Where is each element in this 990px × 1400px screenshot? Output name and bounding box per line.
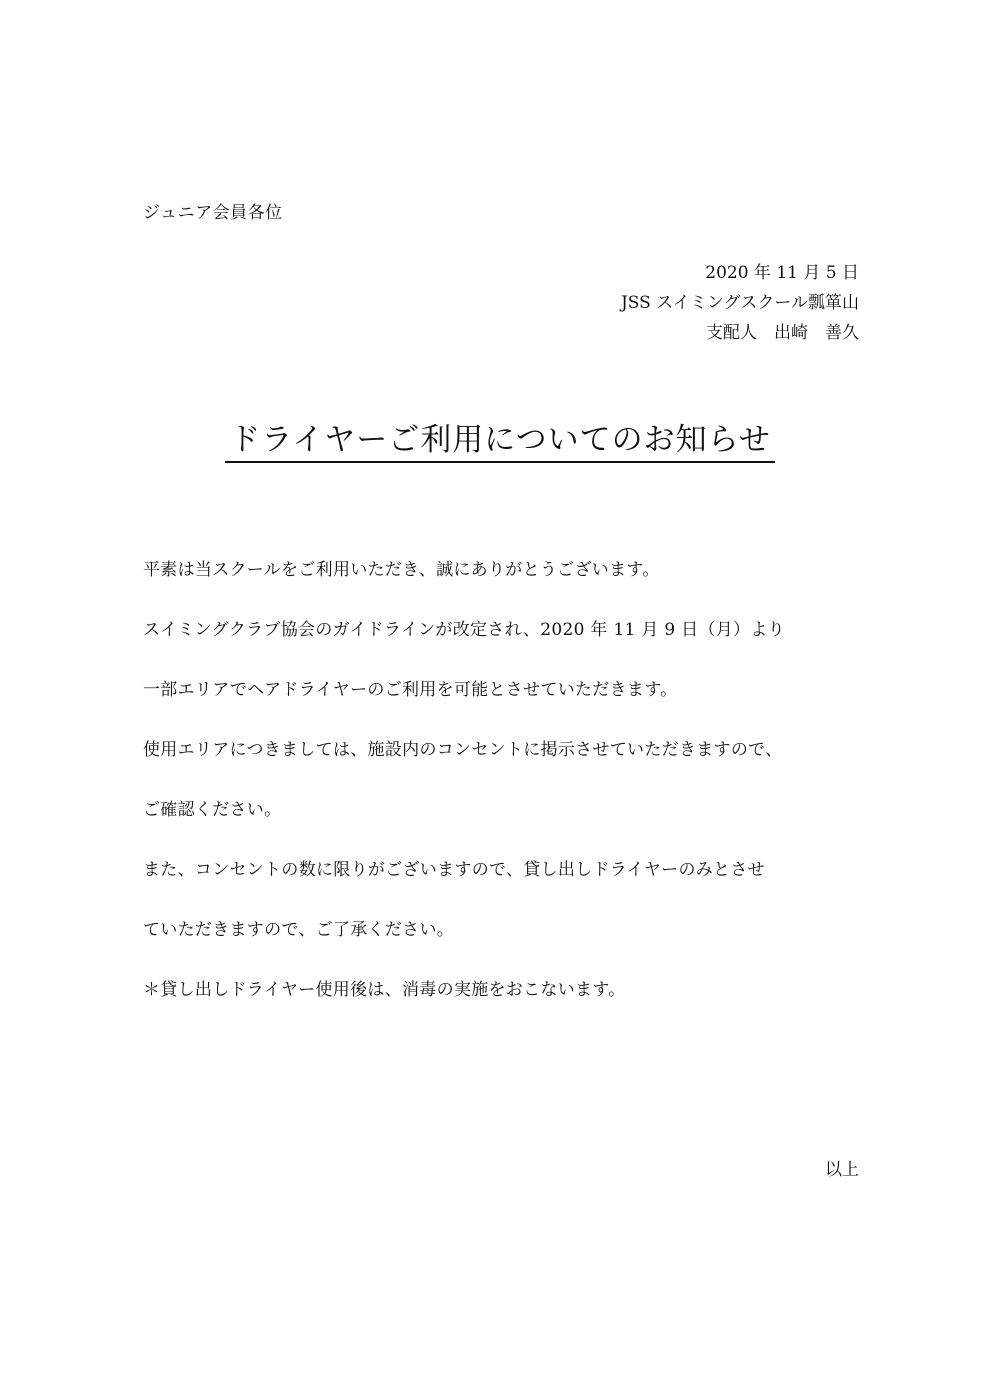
closing-remark: 以上 [825, 1160, 859, 1180]
body-line: 一部エリアでヘアドライヤーのご利用を可能とさせていただきます。 [143, 680, 678, 700]
body-line: ＊貸し出しドライヤー使用後は、消毒の実施をおこないます。 [143, 980, 626, 1000]
document-title-wrapper [0, 414, 990, 463]
issue-date: 2020 年 11 月 5 日 [705, 263, 859, 283]
body-line: 使用エリアにつきましては、施設内のコンセントに掲示させていただきますので、 [143, 740, 783, 760]
sender-block [621, 258, 859, 348]
sender-manager: 支配人 出崎 善久 [706, 323, 859, 343]
body-line: また、コンセントの数に限りがございますので、貸し出しドライヤーのみとさせ [143, 860, 765, 880]
body-line: ていただきますので、ご了承ください。 [143, 920, 455, 940]
addressee: ジュニア会員各位 [143, 203, 283, 223]
sender-organization: JSS スイミングスクール瓢箪山 [620, 293, 859, 313]
body-line: ご確認ください。 [143, 800, 282, 820]
body-line: 平素は当スクールをご利用いただき、誠にありがとうございます。 [143, 560, 660, 580]
body-text [143, 558, 863, 1038]
document-title: ドライヤーご利用についてのお知らせ [225, 414, 775, 463]
body-line: スイミングクラブ協会のガイドラインが改定され、2020 年 11 月 9 日（月）より [143, 620, 785, 640]
